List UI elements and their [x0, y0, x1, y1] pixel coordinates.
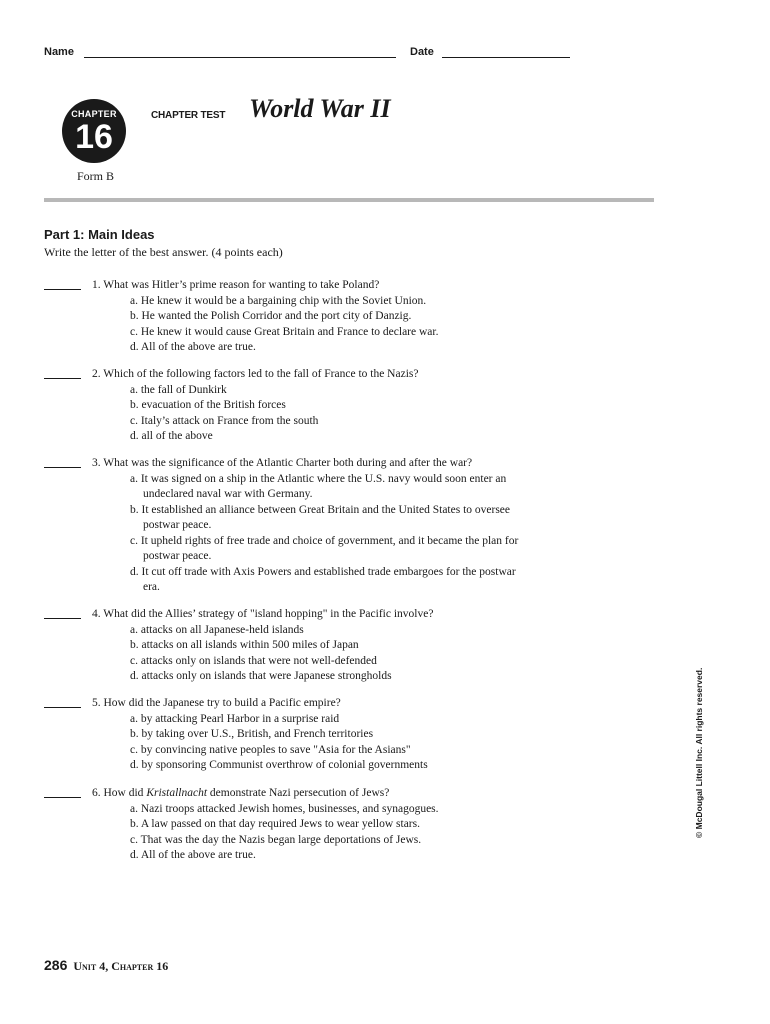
date-field[interactable] [442, 48, 570, 58]
date-label: Date [410, 46, 434, 58]
answer-blank[interactable] [44, 289, 81, 290]
option-d: d. All of the above are true. [130, 341, 256, 353]
answer-blank[interactable] [44, 467, 81, 468]
option-a: a. Nazi troops attacked Jewish homes, businesses, and synagogues. [130, 802, 439, 815]
answer-blank[interactable] [44, 378, 81, 379]
name-label: Name [44, 46, 74, 58]
option-b: b. evacuation of the British forces [130, 399, 286, 411]
instructions: Write the letter of the best answer. (4 points each) [44, 245, 283, 259]
question-4 [44, 607, 644, 685]
question-stem: 4. What did the Allies’ strategy of "island hopping" in the Pacific involve? [92, 608, 434, 620]
answer-blank[interactable] [44, 707, 81, 708]
answer-blank[interactable] [44, 797, 81, 798]
page-title: World War II [249, 94, 391, 123]
option-d: d. all of the above [130, 430, 213, 442]
option-d: d. attacks only on islands that were Japanese strongholds [130, 670, 392, 682]
stem-prefix: 6. How did [92, 787, 147, 799]
option-b: b. by taking over U.S., British, and French territories [130, 728, 374, 740]
question-stem: 1. What was Hitler’s prime reason for wanting to take Poland? [92, 279, 380, 291]
chapter-test-label: CHAPTER TEST [151, 110, 226, 121]
option-b: b. A law passed on that day required Jews to wear yellow stars. [130, 818, 420, 830]
page-footer [44, 957, 168, 974]
footer-unit-chapter: Unit 4, Chapter 16 [73, 959, 169, 973]
question-6 [44, 786, 644, 864]
stem-suffix: demonstrate Nazi persecution of Jews? [207, 787, 390, 799]
copyright-notice: © McDougal Littell Inc. All rights reserved. [694, 667, 704, 838]
chapter-number: 16 [75, 118, 113, 156]
question-2 [44, 367, 644, 445]
option-d: d. by sponsoring Communist overthrow of colonial governments [130, 759, 428, 771]
option-c: c. by convincing native peoples to save "Asia for the Asians" [130, 743, 411, 756]
option-d: d. It cut off trade with Axis Powers and established trade embargoes for the postwar era. [130, 565, 516, 593]
section-divider [44, 198, 654, 202]
option-d: d. All of the above are true. [130, 849, 256, 861]
option-c: c. That was the day the Nazis began large deportations of Jews. [130, 833, 422, 846]
chapter-badge-word: CHAPTER [71, 109, 117, 119]
name-field[interactable] [84, 48, 396, 58]
form-label: Form B [77, 169, 115, 183]
question-stem: 2. Which of the following factors led to the fall of France to the Nazis? [92, 368, 419, 380]
option-c: c. attacks only on islands that were not well-defended [130, 654, 377, 667]
question-3 [44, 456, 644, 596]
question-stem: 5. How did the Japanese try to build a Pacific empire? [92, 697, 341, 709]
question-stem [92, 786, 644, 802]
option-c: c. It upheld rights of free trade and choice of government, and it became the plan for postwar peace. [130, 534, 519, 562]
answer-blank[interactable] [44, 618, 81, 619]
option-a: a. the fall of Dunkirk [130, 383, 227, 396]
question-5 [44, 696, 644, 774]
option-b: b. It established an alliance between Great Britain and the United States to oversee postwar peace. [130, 503, 511, 531]
option-b: b. attacks on all islands within 500 miles of Japan [130, 639, 359, 651]
chapter-badge [62, 99, 126, 163]
part-heading: Part 1: Main Ideas [44, 227, 155, 242]
option-b: b. He wanted the Polish Corridor and the port city of Danzig. [130, 310, 412, 322]
option-a: a. by attacking Pearl Harbor in a surprise raid [130, 712, 340, 725]
question-stem: 3. What was the significance of the Atlantic Charter both during and after the war? [92, 457, 473, 469]
option-a: a. He knew it would be a bargaining chip with the Soviet Union. [130, 294, 427, 307]
page-number: 286 [44, 957, 68, 973]
option-c: c. He knew it would cause Great Britain and France to declare war. [130, 325, 439, 338]
stem-italic-term: Kristallnacht [146, 787, 208, 799]
question-1 [44, 278, 644, 356]
option-a: a. It was signed on a ship in the Atlantic where the U.S. navy would soon enter an undeclared naval war with Germany. [130, 472, 507, 500]
option-c: c. Italy’s attack on France from the south [130, 414, 319, 427]
option-a: a. attacks on all Japanese-held islands [130, 623, 304, 636]
